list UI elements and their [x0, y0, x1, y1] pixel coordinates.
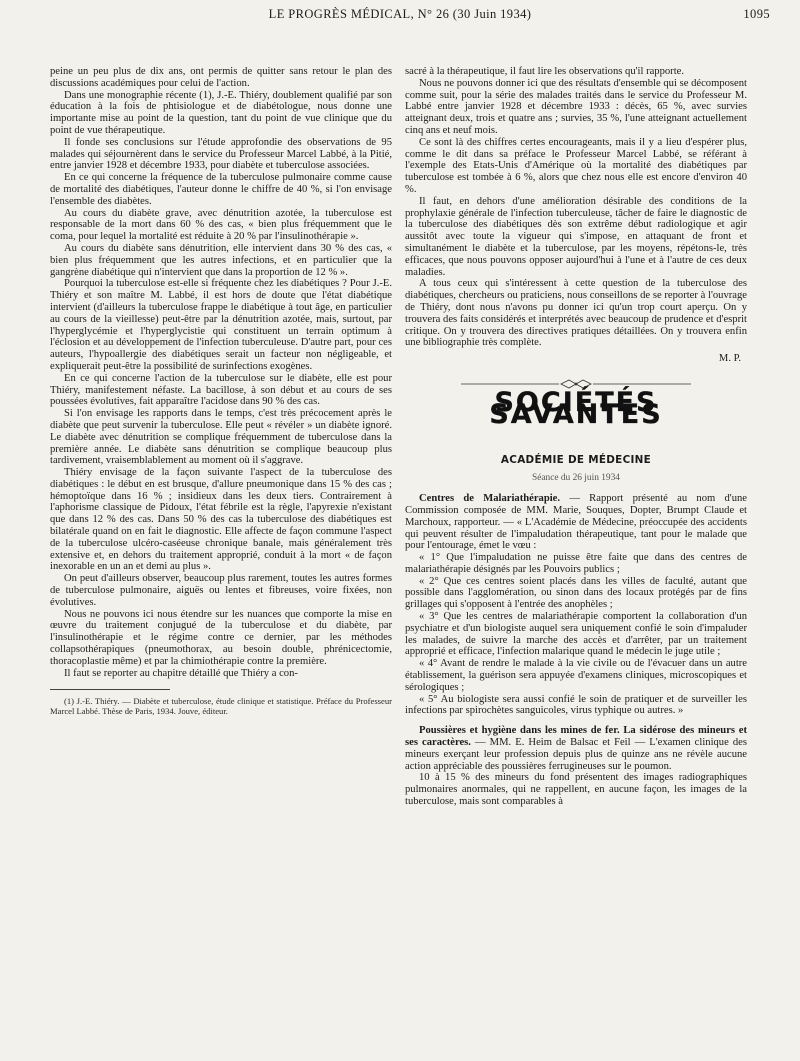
running-head [30, 7, 770, 29]
paragraph: peine un peu plus de dix ans, ont permis de quitter sans retour le plan des discussions académiques pour celui de l'action. [50, 66, 392, 89]
report-text: — MM. E. Heim de Balsac et Feil — L'examen clinique des mineurs exerçant leur profession depuis plus de quinze ans ne révèle aucune action appréciable des poussières ferrugineuses sur le poumon. [405, 737, 747, 772]
footnote-rule [50, 689, 170, 690]
paragraph: Ce sont là des chiffres certes encourageants, mais il y a lieu d'espérer plus, comme le dit dans sa préface le Professeur Marcel Labbé, se référant à l'exemple des Etats-Unis d'Amérique où la mortalité des diabétiques par tuberculose est tombée à 6 %, alors que chez nous elle est encore d'environ 40 %. [405, 136, 747, 195]
section-title: SOCIÉTÉS SAVANTES [489, 386, 663, 430]
paragraph: Il faut se reporter au chapitre détaillé que Thiéry a con- [64, 667, 298, 679]
page-number: 1095 [743, 7, 770, 21]
wish-item: « 2° Que ces centres soient placés dans les villes de faculté, autant que possible dans l'agglomération, ou sinon dans des locaux protégés par de fins grillages qui s'opposent à l'entrée des anophèles ; [405, 575, 747, 611]
paragraph: On peut d'ailleurs observer, beaucoup plus rarement, toutes les autres formes de tuberculose pulmonaire, aiguës ou lentes et fibreuses, voire fixées, non évolutives. [50, 573, 392, 608]
report-title: Centres de Malariathérapie. [419, 493, 561, 505]
paragraph: Il faut, en dehors d'une amélioration désirable des conditions de la prophylaxie générale de l'infection tuberculeuse, tâcher de faire le diagnostic de la tuberculose des diabétiques dès son extrême début radiologique et agir aussitôt avec toute la vigueur qui s'impose, en attaquant de front et simultanément le diabète et la tuberculose, par les moyens, répétons-le, très efficaces, que nous pouvons opposer aujourd'hui à l'une et à l'autre de ces deux maladies. [405, 195, 747, 278]
paragraph: sacré à la thérapeutique, il faut lire les observations qu'il rapporte. [405, 66, 685, 77]
report-paragraph [405, 725, 747, 772]
left-column [50, 66, 392, 716]
wish-item: « 1° Que l'impaludation ne puisse être faite que dans des centres de malariathérapie désignés par les Pouvoirs publics ; [405, 552, 747, 575]
paragraph: Dans une monographie récente (1), J.-E. Thiéry, doublement qualifié par son éducation à la fois de phtisiologue et de diabétologue, nous donne une importante mise au point de la question, tant du point de vue clinique que du point de vue thérapeutique. [50, 89, 392, 136]
paragraph: A tous ceux qui s'intéressent à cette question de la tuberculose des diabétiques, chercheurs ou praticiens, nous conseillons de se reporter à l'ouvrage de Thiéry, dont nous n'avons pu donner ici qu'un trop court aperçu. On y trouvera des faits considérés et interprétés avec beaucoup de prudence et d'esprit critique. On y trouvera des directives pratiques détaillées. On y trouvera enfin une bibliographie très complète. [405, 278, 747, 349]
paragraph: Thiéry envisage de la façon suivante l'aspect de la tuberculose des diabétiques : le début en est brusque, d'allure pneumonique dans 15 % des cas ; hémoptoïque dans 16 % ; insidieux dans les deux tiers. Contrairement à l'aphorisme classique de Pidoux, l'état fébrile est la règle, l'apyrexie n'existant que dans 12 % des cas. Dans 50 % des cas la tuberculose des diabétiques est bilatérale quand on en fait le diagnostic. Elle affecte de façon commune l'aspect de la tuberculose ulcéro-caséeuse chronique banale, mais généralement très extensive et, en dehors du traitement approprié, conduit à la mort « de façon inexorable en un an et demi au plus ». [50, 467, 392, 573]
journal-title: LE PROGRÈS MÉDICAL, N° 26 (30 Juin 1934) [268, 7, 532, 21]
right-column [405, 66, 747, 808]
report-title: Poussières et hygiène dans les mines de fer. La sidérose des mineurs et ses caractères. [405, 725, 747, 749]
session-date: Séance du 26 juin 1934 [531, 473, 620, 484]
wish-item: « 3° Que les centres de malariathérapie comportent la collaboration d'un psychiatre et d'un biologiste auquel sera uniquement confié le soin d'impaluder les malades, de suivre la marche des accès et d'arrêter, par un traitement approprié et efficace, l'infection malarique quand le médecin le juge utile ; [405, 611, 747, 658]
paragraph: Au cours du diabète sans dénutrition, elle intervient dans 30 % des cas, « bien plus fréquemment que les autres infections, et en particulier que la gangrène diabétique qui n'intervient que dans la proportion de 12 % ». [50, 242, 392, 278]
paragraph: En ce qui concerne l'action de la tuberculose sur le diabète, elle est pour Thiéry, manifestement néfaste. La bacillose, à son début et au cours de ses poussées évolutives, fait apparaître l'acidose dans 90 % des cas. [50, 372, 392, 408]
paragraph: Nous ne pouvons donner ici que des résultats d'ensemble qui se décomposent comme suit, pour la série des malades traités dans le service du Professeur M. Labbé entre janvier 1928 et décembre 1933 : décès, 65 %, avec survies atteignant deux, trois et quatre ans ; survies, 35 %, l'une atteignant actuellement cinq ans et neuf mois. [405, 77, 747, 136]
author-signature: M. P. [718, 353, 741, 365]
paragraph: En ce qui concerne la fréquence de la tuberculose pulmonaire comme cause de mortalité des diabétiques, l'auteur donne le chiffre de 40 %, si l'on envisage l'ensemble des diabètes. [50, 172, 392, 207]
academy-heading: ACADÉMIE DE MÉDECINE [500, 453, 652, 466]
footnote: (1) J.-E. Thiéry. — Diabète et tuberculose, étude clinique et statistique. Préface du Professeur Marcel Labbé. Thèse de Paris, 1934. Jouve, éditeur. [50, 696, 392, 717]
wish-item: « 5° Au biologiste sera aussi confié le soin de pratiquer et de surveiller les infections par spirochètes sanguicoles, virus typhique ou autres. » [405, 693, 747, 717]
wish-item: « 4° Avant de rendre le malade à la vie civile ou de l'évacuer dans un autre établissement, la guérison sera appuyée d'examens cliniques, microscopiques et sérologiques ; [405, 658, 747, 693]
paragraph: Pourquoi la tuberculose est-elle si fréquente chez les diabétiques ? Pour J.-E. Thiéry et son maître M. Labbé, il est hors de doute que l'état diabétique intervient (d'ailleurs la tuberculose frappe le diabétique à tout âge, en particulier au cours de la vieillesse) peut-être par la dénutrition azotée, mais, surtout, par l'hyperglycémie et l'hyperglycistie qui constituent un terrain optimum à l'éclosion et au développement de l'infection tuberculeuse. D'autre part, pour ces auteurs, l'hypoallergie des diabétiques serait un facteur non négligeable, et expliquerait peut-être la possibilité de surinfections exogènes. [50, 278, 392, 372]
paragraph: 10 à 15 % des mineurs du fond présentent des images radiographiques pulmonaires anormales, qui ne rappellent, en aucune façon, les images de la tuberculose, mais sont comparables à [405, 772, 747, 808]
paragraph: Nous ne pouvons ici nous étendre sur les nuances que comporte la mise en œuvre du traitement conjugué de la tuberculose et du diabète, par l'insulinothérapie et le régime contre ce dernier, par les méthodes collapsothérapiques (pneumothorax, au besoin double, phrénicectomie, thoracoplastie même) et par la chimiothérapie contre la première. [50, 608, 392, 667]
paragraph: Au cours du diabète grave, avec dénutrition azotée, la tuberculose est responsable de la mort dans 60 % des cas, « bien plus fréquemment que le coma, pour lequel la mortalité est réduite à 20 % par l'insulinothérapie ». [50, 207, 392, 243]
paragraph: Il fonde ses conclusions sur l'étude approfondie des observations de 95 malades qui séjournèrent dans le service du Professeur Marcel Labbé, à la Pitié, entre janvier 1928 et décembre 1933, pour diabète et tuberculose associées. [50, 136, 392, 172]
section-divider-ornament [461, 379, 691, 389]
report-text: — Rapport présenté au nom d'une Commission composée de MM. Marie, Souques, Dopter, Brumpt Claude et Marchoux, rapporteur. — « L'Académie de Médecine, préoccupée des accidents qui peuvent résulter de l'impaludation thérapeutique, tant pour le malade que pour l'entourage, émet le vœu : [405, 493, 748, 552]
paragraph: Si l'on envisage les rapports dans le temps, c'est très précocement après le diabète que peut survenir la tuberculose. Elle peut « révéler » un diabète ignoré. Le diabète avec dénutrition se complique fréquemment de tuberculose dans la première année. Le diabète sans dénutrition se complique beaucoup plus tardivement, vraisemblablement au moment où il s'aggrave. [50, 408, 392, 467]
report-paragraph [405, 493, 747, 552]
